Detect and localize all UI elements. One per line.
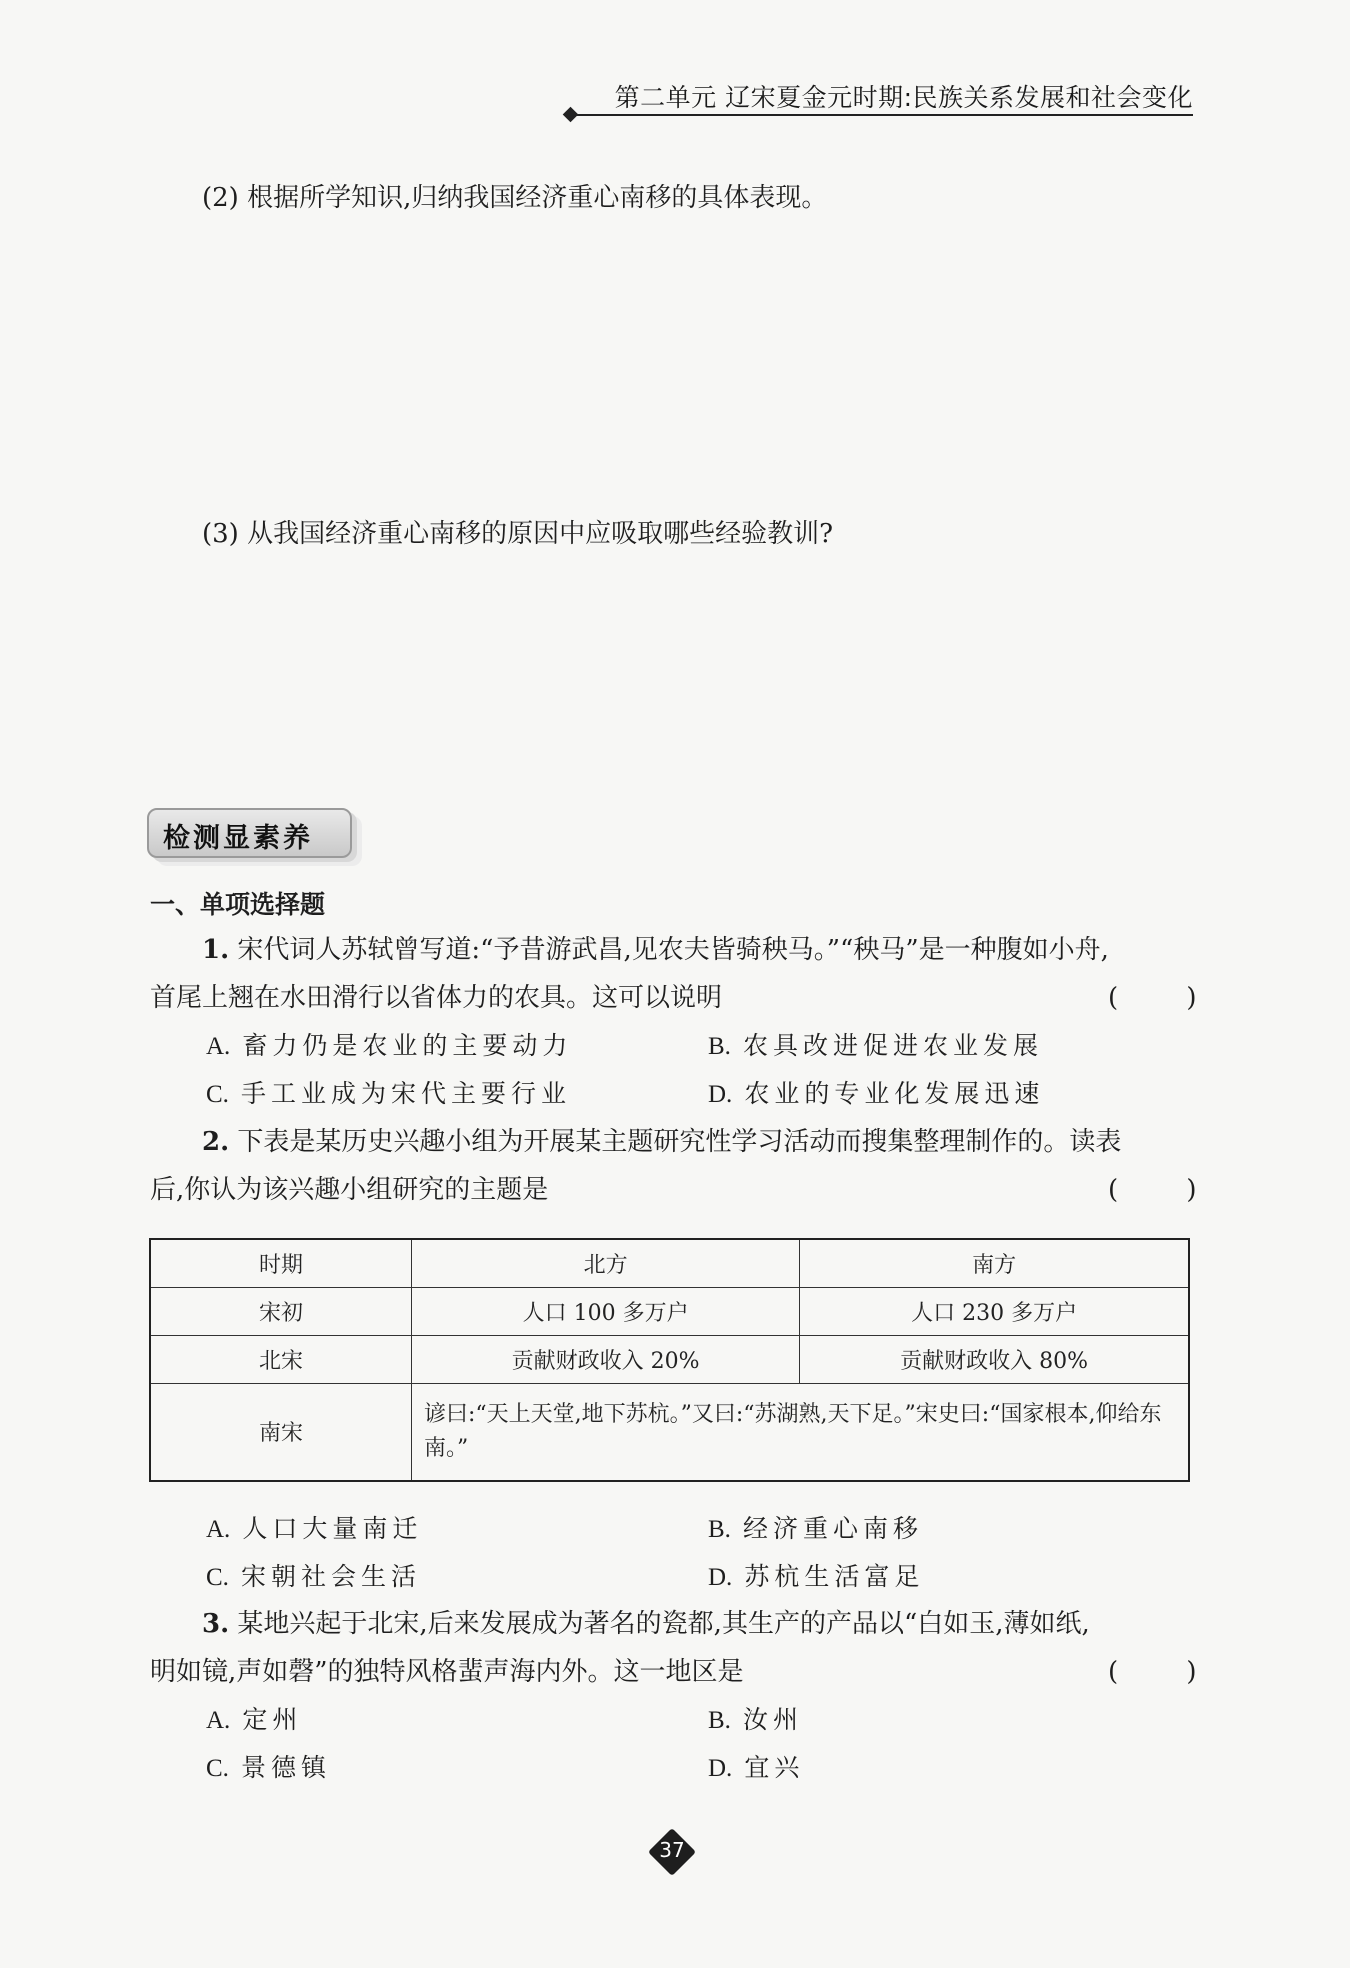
option-label: D. [708, 1564, 733, 1591]
question-3-text-1: 某地兴起于北宋,后来发展成为著名的瓷都,其生产的产品以“白如玉,薄如纸, [237, 1609, 1090, 1639]
question-2-line-1 [202, 1125, 1121, 1159]
table-row [150, 1287, 1189, 1335]
table-header-cell: 时期 [150, 1239, 411, 1287]
question-1-text-1: 宋代词人苏轼曾写道:“予昔游武昌,见农夫皆骑秧马。”“秧马”是一种腹如小舟, [237, 935, 1109, 965]
option-label: A. [206, 1033, 231, 1060]
table-cell: 贡献财政收入 80% [800, 1335, 1189, 1383]
table-cell: 南宋 [150, 1383, 411, 1481]
option-label: A. [206, 1516, 231, 1543]
question-1-answer-blank[interactable]: ( ) [1108, 983, 1227, 1013]
option-label: D. [708, 1755, 733, 1782]
option-text: 人口大量南迁 [242, 1514, 423, 1543]
table-header-row [150, 1239, 1189, 1287]
table-header-cell: 北方 [411, 1239, 799, 1287]
option-text: 景德镇 [240, 1753, 331, 1782]
option-label: B. [708, 1516, 731, 1543]
option-text: 汝州 [742, 1705, 803, 1734]
question-2-text-1: 下表是某历史兴趣小组为开展某主题研究性学习活动而搜集整理制作的。读表 [237, 1127, 1122, 1157]
question-3-option-d[interactable] [708, 1751, 804, 1786]
question-1-line-1 [202, 933, 1109, 967]
question-3-option-c[interactable] [206, 1751, 331, 1786]
subquestion-2: (2) 根据所学知识,归纳我国经济重心南移的具体表现。 [202, 183, 828, 213]
question-1-option-b[interactable] [708, 1029, 1043, 1064]
table-header-cell: 南方 [800, 1239, 1189, 1287]
subquestion-3: (3) 从我国经济重心南移的原因中应吸取哪些经验教训? [202, 519, 834, 549]
option-text: 手工业成为宋代主要行业 [240, 1079, 571, 1108]
question-2-option-d[interactable] [708, 1560, 924, 1595]
option-label: C. [206, 1081, 229, 1108]
option-text: 苏杭生活富足 [744, 1562, 925, 1591]
table-row [150, 1383, 1189, 1481]
table-cell: 宋初 [150, 1287, 411, 1335]
page-number-text: 37 [659, 1838, 685, 1862]
question-3-answer-blank[interactable]: ( ) [1108, 1657, 1227, 1687]
question-1-option-a[interactable] [206, 1029, 572, 1064]
option-label: C. [206, 1755, 229, 1782]
option-text: 宋朝社会生活 [240, 1562, 421, 1591]
option-label: B. [708, 1033, 731, 1060]
option-text: 定州 [242, 1705, 303, 1734]
option-text: 农业的专业化发展迅速 [744, 1079, 1045, 1108]
section-badge [147, 808, 352, 858]
option-text: 宜兴 [744, 1753, 805, 1782]
option-label: B. [708, 1707, 731, 1734]
question-2-option-a[interactable] [206, 1512, 422, 1547]
question-3-line-2: 明如镜,声如磬”的独特风格蜚声海内外。这一地区是 [150, 1657, 744, 1687]
option-label: D. [708, 1081, 733, 1108]
option-text: 畜力仍是农业的主要动力 [242, 1031, 573, 1060]
header-rule [573, 114, 1193, 116]
header-title: 第二单元 辽宋夏金元时期:民族关系发展和社会变化 [614, 83, 1193, 112]
question-3-option-b[interactable] [708, 1703, 803, 1738]
question-3-number: 3. [202, 1609, 230, 1639]
population-economy-table [149, 1238, 1190, 1482]
option-label: C. [206, 1564, 229, 1591]
table-quote-cell: 谚曰:“天上天堂,地下苏杭。”又曰:“苏湖熟,天下足。”宋史曰:“国家根本,仰给东南。” [411, 1383, 1189, 1481]
question-1-option-d[interactable] [708, 1077, 1044, 1112]
question-3-line-1 [202, 1607, 1090, 1641]
section-heading: 一、单项选择题 [150, 890, 326, 919]
option-text: 经济重心南移 [742, 1514, 923, 1543]
table-cell: 人口 230 多万户 [800, 1287, 1189, 1335]
option-label: A. [206, 1707, 231, 1734]
question-1-line-2: 首尾上翘在水田滑行以省体力的农具。这可以说明 [150, 983, 723, 1013]
table-row [150, 1335, 1189, 1383]
table-cell: 贡献财政收入 20% [411, 1335, 799, 1383]
table-cell: 北宋 [150, 1335, 411, 1383]
question-1-number: 1. [202, 935, 230, 965]
question-2-line-2: 后,你认为该兴趣小组研究的主题是 [150, 1175, 549, 1205]
question-2-number: 2. [202, 1127, 230, 1157]
section-badge-text: 检测显素养 [163, 823, 313, 854]
running-header [565, 78, 1193, 118]
option-text: 农具改进促进农业发展 [742, 1031, 1043, 1060]
table-cell: 人口 100 多万户 [411, 1287, 799, 1335]
page-number [652, 1832, 692, 1872]
question-2-option-b[interactable] [708, 1512, 923, 1547]
question-3-option-a[interactable] [206, 1703, 302, 1738]
question-2-answer-blank[interactable]: ( ) [1108, 1175, 1227, 1205]
question-2-option-c[interactable] [206, 1560, 421, 1595]
question-1-option-c[interactable] [206, 1077, 571, 1112]
